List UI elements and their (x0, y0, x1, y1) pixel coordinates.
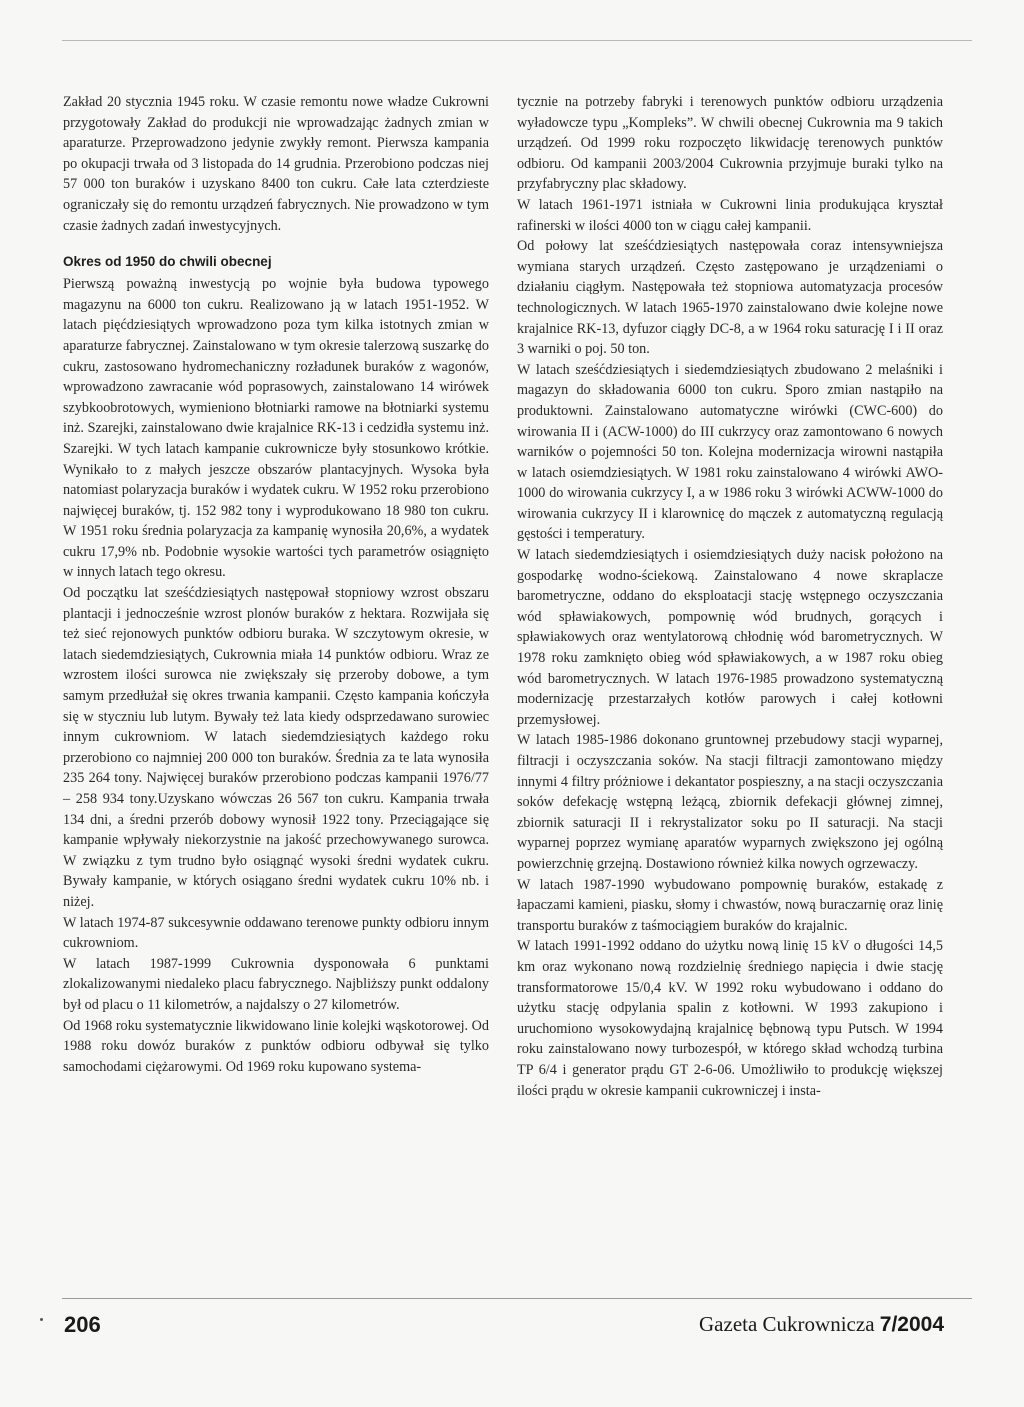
paragraph: W latach 1987-1999 Cukrownia dysponowała 6 punktami zlokalizowanymi niedaleko placu fabrycznego. Najbliższy punkt oddalony był od placu o 11 kilometrów, a najdalszy o 27 kilometrów. (63, 955, 489, 1013)
paragraph: W latach 1961-1971 istniała w Cukrowni linia produkująca kryształ rafinerski w ilości 4000 ton w ciągu całej kampanii. (517, 196, 943, 234)
footer-rule (62, 1298, 972, 1299)
paragraph: tycznie na potrzeby fabryki i terenowych punktów odbioru urządzenia wyładowcze typu „Kompleks”. W chwili obecnej Cukrownia ma 9 takich urządzeń. Od 1999 roku rozpoczęto likwidację terenowych punktów odbioru. Od kampanii 2003/2004 Cukrownia przyjmuje buraki tylko na przyfabryczny plac składowy. (517, 94, 943, 193)
paragraph: Zakład 20 stycznia 1945 roku. W czasie remontu nowe władze Cukrowni przygotowały Zakład do produkcji nie wprowadzając żadnych zmian w aparaturze. Przeprowadzono jedynie zwykły remont. Pierwsza kampania po okupacji trwała od 3 listopada do 14 grudnia. Przerobiono podczas niej 57 000 ton buraków i uzyskano 8400 ton cukru. Całe lata czterdzieste ograniczały się do remontu urządzeń fabrycznych. Nie prowadzono w tym czasie żadnych zadań inwestycyjnych. (63, 94, 489, 234)
margin-dot (40, 1318, 43, 1321)
paragraph: W latach 1974-87 sukcesywnie oddawano terenowe punkty odbioru innym cukrowniom. (63, 914, 489, 952)
paragraph: Pierwszą poważną inwestycją po wojnie była budowa typowego magazynu na 6000 ton cukru. Realizowano ją w latach 1951-1952. W latach pięćdziesiątych wprowadzono poza tym kilka istotnych zmian w aparaturze fabrycznej. Zainstalowano w tym okresie talerzową suszarkę do cukru, zastosowano hydromechaniczny rozładunek buraków z wagonów, wprowadzono zawracanie wód poprasowych, zainstalowano 14 wirówek szybkoobrotowych, wymieniono błotniarki ramowe na błotniarki systemu inż. Szarejki, zainstalowano dwie krajalnice RK-13 i cedzidła systemu inż. Szarejki. W tych latach kampanie cukrownicze były stosunkowo krótkie. Wynikało to z małych jeszcze obszarów plantacyjnych. Wysoka była natomiast polaryzacja buraków i wydatek cukru. W 1952 roku przerobiono najwięcej buraków, tj. 152 982 tony i wyprodukowano 18 980 ton cukru. W 1951 roku średnia polaryzacja za kampanię wynosiła 20,6%, a wydatek cukru 17,9% nb. Podobnie wysokie wartości tych parametrów osiągnięto w innych latach tego okresu. (63, 276, 489, 581)
issue-number: 7/2004 (879, 1313, 944, 1336)
paragraph: Od początku lat sześćdziesiątych następował stopniowy wzrost obszaru plantacji i jednocześnie wzrost plonów buraków z hektara. Rozwijała się też sieć rejonowych punktów odbioru buraka. W szczytowym okresie, w latach siedemdziesiątych, Cukrownia miała 14 punktów odbioru. Wraz ze wzrostem ilości surowca nie zwiększały się przeroby dobowe, a tym samym przedłużał się okres trwania kampanii. Często kampania kończyła się w styczniu lub lutym. Bywały też lata kiedy odsprzedawano surowiec innym cukrowniom. W latach siedemdziesiątych każdego roku przerobiono co najmniej 200 000 ton buraków. Średnia za te lata wynosiła 235 264 tony. Najwięcej buraków przerobiono podczas kampanii 1976/77 – 258 934 tony.Uzyskano wówczas 26 567 ton cukru. Kampania trwała 134 dni, a średni przerób dobowy wynosił 1922 tony. Przeciągające się kampanie wpływały niekorzystnie na jakość przechowywanego surowca. W związku z tym trudno było osiągnąć wysoki średni wydatek cukru. Bywały kampanie, w których osiągano średni wydatek cukru 10% nb. i niżej. (63, 585, 489, 910)
right-column (517, 92, 943, 1101)
journal-title (699, 1312, 944, 1337)
paragraph: W latach siedemdziesiątych i osiemdziesiątych duży nacisk położono na gospodarkę wodno-ściekową. Zainstalowano 4 nowe skraplacze barometryczne, oddano do eksploatacji stację wstępnego oczyszczania wód spławiakowych, pompownię wód brudnych, gorących i spławiakowych oraz wentylatorową chłodnię wód barometrycznych. W 1978 roku zamknięto obieg wód spławiakowych, a w 1987 roku obieg wód barometrycznych. W latach 1976-1985 prowadzono systematyczną modernizację przestarzałych kotłów parowych i całej kotłowni przemysłowej. (517, 547, 943, 728)
paragraph: W latach sześćdziesiątych i siedemdziesiątych zbudowano 2 melaśniki i magazyn do składowania 6000 ton cukru. Sporo zmian nastąpiło na produktowni. Zainstalowano automatyczne wirówki (CWC-600) do wirowania II i (ACW-1000) do III cukrzycy oraz zamontowano 6 nowych warników o pojemności 50 ton. Kolejna modernizacja wirowni nastąpiła w latach osiemdziesiątych. W 1981 roku zainstalowano 4 wirówki AWO-1000 do wirowania cukrzycy I, a w 1986 roku 3 wirówki ACWW-1000 do wirowania cukrzycy II i klarownicę do mączek z automatyczną regulacją gęstości i temperatury. (517, 361, 943, 543)
section-heading: Okres od 1950 do chwili obecnej (63, 254, 272, 270)
page-number: 206 (64, 1312, 101, 1337)
paragraph: W latach 1985-1986 dokonano gruntownej przebudowy stacji wyparnej, filtracji i oczyszczania soków. Na stacji filtracji zamontowano między innymi 4 filtry próżniowe i dekantator pospieszny, a na stacji oczyszczania soków defekację wstępną leżącą, zbiornik defekacji głównej zimnej, zbiornik saturacji II i rekrystalizator soku po II saturacji. Na stacji wyparnej poprzez wymianę aparatów wyparnych zwiększono jej ogólną powierzchnię grzejną. Dostawiono również kilka nowych ogrzewaczy. (517, 732, 943, 872)
paragraph: Od 1968 roku systematycznie likwidowano linie kolejki wąskotorowej. Od 1988 roku dowóz buraków z punktów odbioru odbywał się tylko samochodami ciężarowymi. Od 1969 roku kupowano systema- (63, 1017, 489, 1075)
paragraph: Od połowy lat sześćdziesiątych następowała coraz intensywniejsza wymiana starych urządzeń. Często zastępowano je urządzeniami o działaniu ciągłym. Następowała też stopniowa automatyzacja procesów technologicznych. W latach 1965-1970 zainstalowano dwie kolejne nowe krajalnice RK-13, dyfuzor ciągły DC-8, a w 1964 roku saturację I i II oraz 3 warniki o poj. 50 ton. (517, 238, 943, 358)
journal-name: Gazeta Cukrownicza (699, 1312, 880, 1336)
paragraph: W latach 1991-1992 oddano do użytku nową linię 15 kV o długości 14,5 km oraz wykonano nową rozdzielnię średniego napięcia i dwie stację transformatorowe 15/0,4 kV. W 1992 roku wybudowano i oddano do użytku stację odpylania spalin z kotłowni. W 1993 zakupiono i uruchomiono wysokowydajną krajalnicę bębnową typu Putsch. W 1994 roku zainstalowano nowy turbozespół, w którego skład wchodzą turbina TP 6/4 i generator prądu GT 2-6-06. Umożliwiło to produkcję większej ilości prądu w okresie kampanii cukrowniczej i insta- (517, 938, 943, 1099)
left-column (63, 92, 489, 1077)
top-rule (62, 40, 972, 41)
paragraph: W latach 1987-1990 wybudowano pompownię buraków, estakadę z łapaczami kamieni, piasku, słomy i chwastów, nową buraczarnię oraz linię transportu buraków z taśmociągiem buraków do krajalnic. (517, 876, 943, 934)
